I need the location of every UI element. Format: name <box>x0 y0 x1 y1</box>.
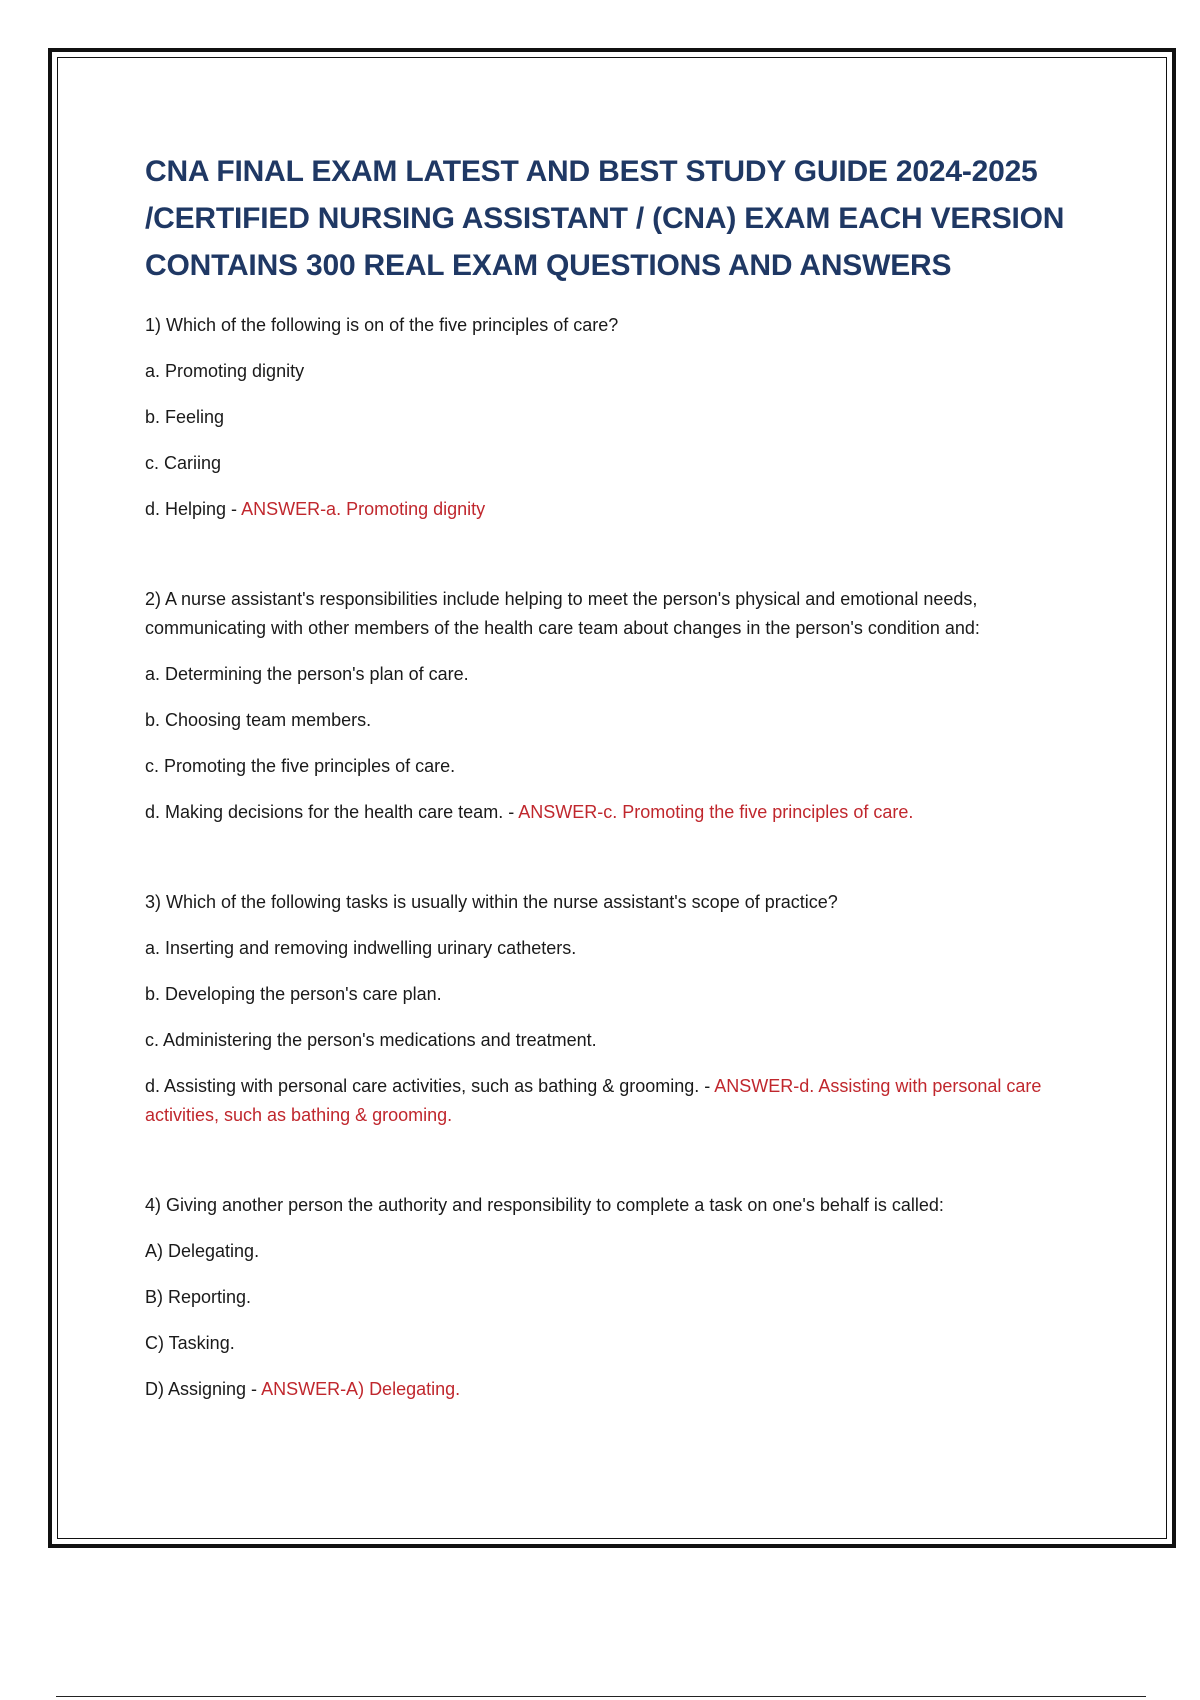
option-b: B) Reporting. <box>145 1287 252 1307</box>
option-c: c. Administering the person's medications and treatment. <box>145 1030 597 1050</box>
question-text: 1) Which of the following is on of the five principles of care? <box>145 315 619 335</box>
option-a: A) Delegating. <box>145 1241 260 1261</box>
option-d-with-answer <box>145 1375 1095 1404</box>
option-a: a. Promoting dignity <box>145 361 305 381</box>
option-c: c. Promoting the five principles of care. <box>145 756 456 776</box>
option-d-with-answer <box>145 495 1095 524</box>
option-d: d. Making decisions for the health care team. - <box>145 802 519 822</box>
question-text: 2) A nurse assistant's responsibilities include helping to meet the person's physical and emotional needs, communicating with other members of the health care team about changes in the person's condition and: <box>145 589 980 638</box>
question-2 <box>145 585 1095 827</box>
page-bottom-rule <box>56 1696 1146 1697</box>
answer-text: ANSWER-a. Promoting dignity <box>241 499 486 519</box>
question-4 <box>145 1191 1095 1404</box>
document-title: CNA FINAL EXAM LATEST AND BEST STUDY GUIDE 2024-2025 /CERTIFIED NURSING ASSISTANT / (CNA) EXAM EACH VERSION CONTAINS 300 REAL EXAM QUESTIONS AND ANSWERS <box>145 155 1065 282</box>
question-3 <box>145 888 1095 1130</box>
option-b: b. Feeling <box>145 407 225 427</box>
option-d-with-answer <box>145 798 1095 827</box>
option-b: b. Developing the person's care plan. <box>145 984 442 1004</box>
question-text: 3) Which of the following tasks is usually within the nurse assistant's scope of practice? <box>145 892 838 912</box>
option-d: d. Assisting with personal care activities, such as bathing & grooming. - <box>145 1076 715 1096</box>
option-a: a. Inserting and removing indwelling urinary catheters. <box>145 938 577 958</box>
option-d-with-answer <box>145 1072 1095 1130</box>
option-d: d. Helping - <box>145 499 242 519</box>
answer-text: ANSWER-c. Promoting the five principles of care. <box>518 802 914 822</box>
answer-text: ANSWER-d. Assisting with personal care activities, such as bathing & grooming. <box>145 1076 1042 1125</box>
question-text: 4) Giving another person the authority and responsibility to complete a task on one's behalf is called: <box>145 1195 944 1215</box>
answer-text: ANSWER-A) Delegating. <box>261 1379 461 1399</box>
option-b: b. Choosing team members. <box>145 710 372 730</box>
document-body <box>145 148 1095 1421</box>
question-1 <box>145 311 1095 524</box>
option-d: D) Assigning - <box>145 1379 262 1399</box>
option-c: c. Cariing <box>145 453 222 473</box>
option-c: C) Tasking. <box>145 1333 235 1353</box>
option-a: a. Determining the person's plan of care. <box>145 664 469 684</box>
